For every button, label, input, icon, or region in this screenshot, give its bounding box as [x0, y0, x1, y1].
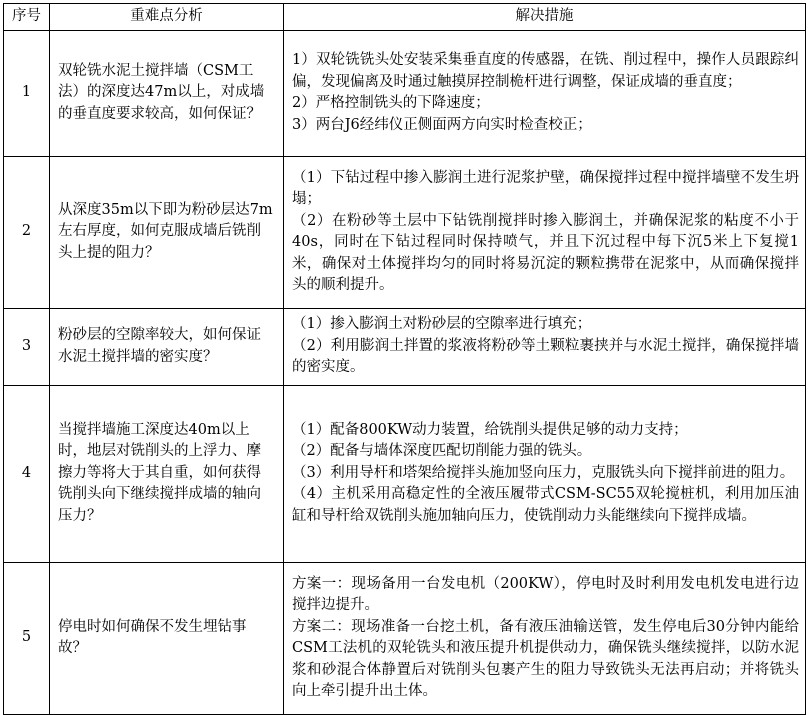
solution-item: （2）配备与墙体深度匹配切削能力强的铣头。 — [292, 443, 592, 460]
table-row — [4, 156, 806, 308]
solution-item: （2）利用膨润土拌置的浆液将粉砂等土颗粒裹挟并与水泥土搅拌，确保搅拌墙的密实度。 — [292, 337, 799, 376]
solution-cell — [284, 562, 806, 714]
header-solution: 解决措施 — [284, 4, 806, 31]
difficulty-analysis: 双轮铣水泥土搅拌墙（CSM工法）的深度达47m以上，对成墙的垂直度要求较高，如何保证？ — [50, 30, 284, 156]
measures-table — [3, 3, 806, 715]
difficulty-analysis: 当搅拌墙施工深度达40m以上时，地层对铣削头的上浮力、摩擦力等将大于其自重，如何获得铣削头向下继续搅拌成墙的轴向压力？ — [50, 385, 284, 562]
table-row — [4, 30, 806, 156]
solution-item: 方案二：现场准备一台挖土机，备有液压油输送管，发生停电后30分钟内能给CSM工法机的双轮铣头和液压提升机提供动力，确保铣头继续搅拌，以防水泥浆和砂混合体静置后对铣削头包裹产生的阻力导致铣头无法再启动；并将铣头向上牵引提升出土体。 — [292, 618, 799, 699]
solution-cell — [284, 385, 806, 562]
difficulty-analysis: 从深度35m以下即为粉砂层达7m左右厚度，如何克服成墙后铣削头上提的阻力？ — [50, 156, 284, 308]
solution-item: 3）两台J6经纬仪正侧面两方向实时检查校正； — [292, 116, 592, 133]
solution-cell — [284, 308, 806, 385]
solution-item: （2）在粉砂等土层中下钻铣削搅拌时掺入膨润土，并确保泥浆的粘度不小于40s，同时在下钻过程同时保持喷气，并且下沉过程中每下沉5米上下复搅1米，确保对土体搅拌均匀的同时将易沉淀的颗粒携带在泥浆中，从而确保搅拌头的顺利提升。 — [292, 212, 799, 293]
solution-item: （3）利用导杆和塔架给搅拌头施加竖向压力，克服铣头向下搅拌前进的阻力。 — [292, 464, 795, 481]
solution-cell — [284, 156, 806, 308]
header-no: 序号 — [4, 4, 50, 31]
table-row — [4, 308, 806, 385]
table-row — [4, 385, 806, 562]
row-number: 4 — [4, 385, 50, 562]
header-analysis: 重难点分析 — [50, 4, 284, 31]
row-number: 5 — [4, 562, 50, 714]
solution-item: 2）严格控制铣头的下降速度； — [292, 95, 490, 111]
difficulty-analysis: 粉砂层的空隙率较大，如何保证水泥土搅拌墙的密实度？ — [50, 308, 284, 385]
solution-cell — [284, 30, 806, 156]
solution-item: （1）下钻过程中掺入膨润土进行泥浆护壁，确保搅拌过程中搅拌墙壁不发生坍塌； — [292, 169, 799, 207]
solution-item: 1）双轮铣铣头处安装采集垂直度的传感器，在铣、削过程中，操作人员跟踪纠偏，发现偏离及时通过触摸屏控制桅杆进行调整，保证成墙的垂直度； — [292, 52, 799, 90]
row-number: 1 — [4, 30, 50, 156]
table-row — [4, 562, 806, 714]
row-number: 2 — [4, 156, 50, 308]
solution-item: （1）配备800KW动力装置，给铣削头提供足够的动力支持； — [292, 421, 688, 438]
solution-item: （1）掺入膨润土对粉砂层的空隙率进行填充； — [292, 316, 592, 333]
solution-item: 方案一：现场备用一台发电机（200KW），停电时及时利用发电机发电进行边搅拌边提升。 — [292, 575, 799, 613]
header-row — [4, 4, 806, 31]
row-number: 3 — [4, 308, 50, 385]
solution-item: （4）主机采用高稳定性的全液压履带式CSM-SC55双轮搅桩机，利用加压油缸和导杆给双铣削头施加轴向压力，使铣削动力头能继续向下搅拌成墙。 — [292, 486, 799, 524]
difficulty-analysis: 停电时如何确保不发生埋钻事故？ — [50, 562, 284, 714]
